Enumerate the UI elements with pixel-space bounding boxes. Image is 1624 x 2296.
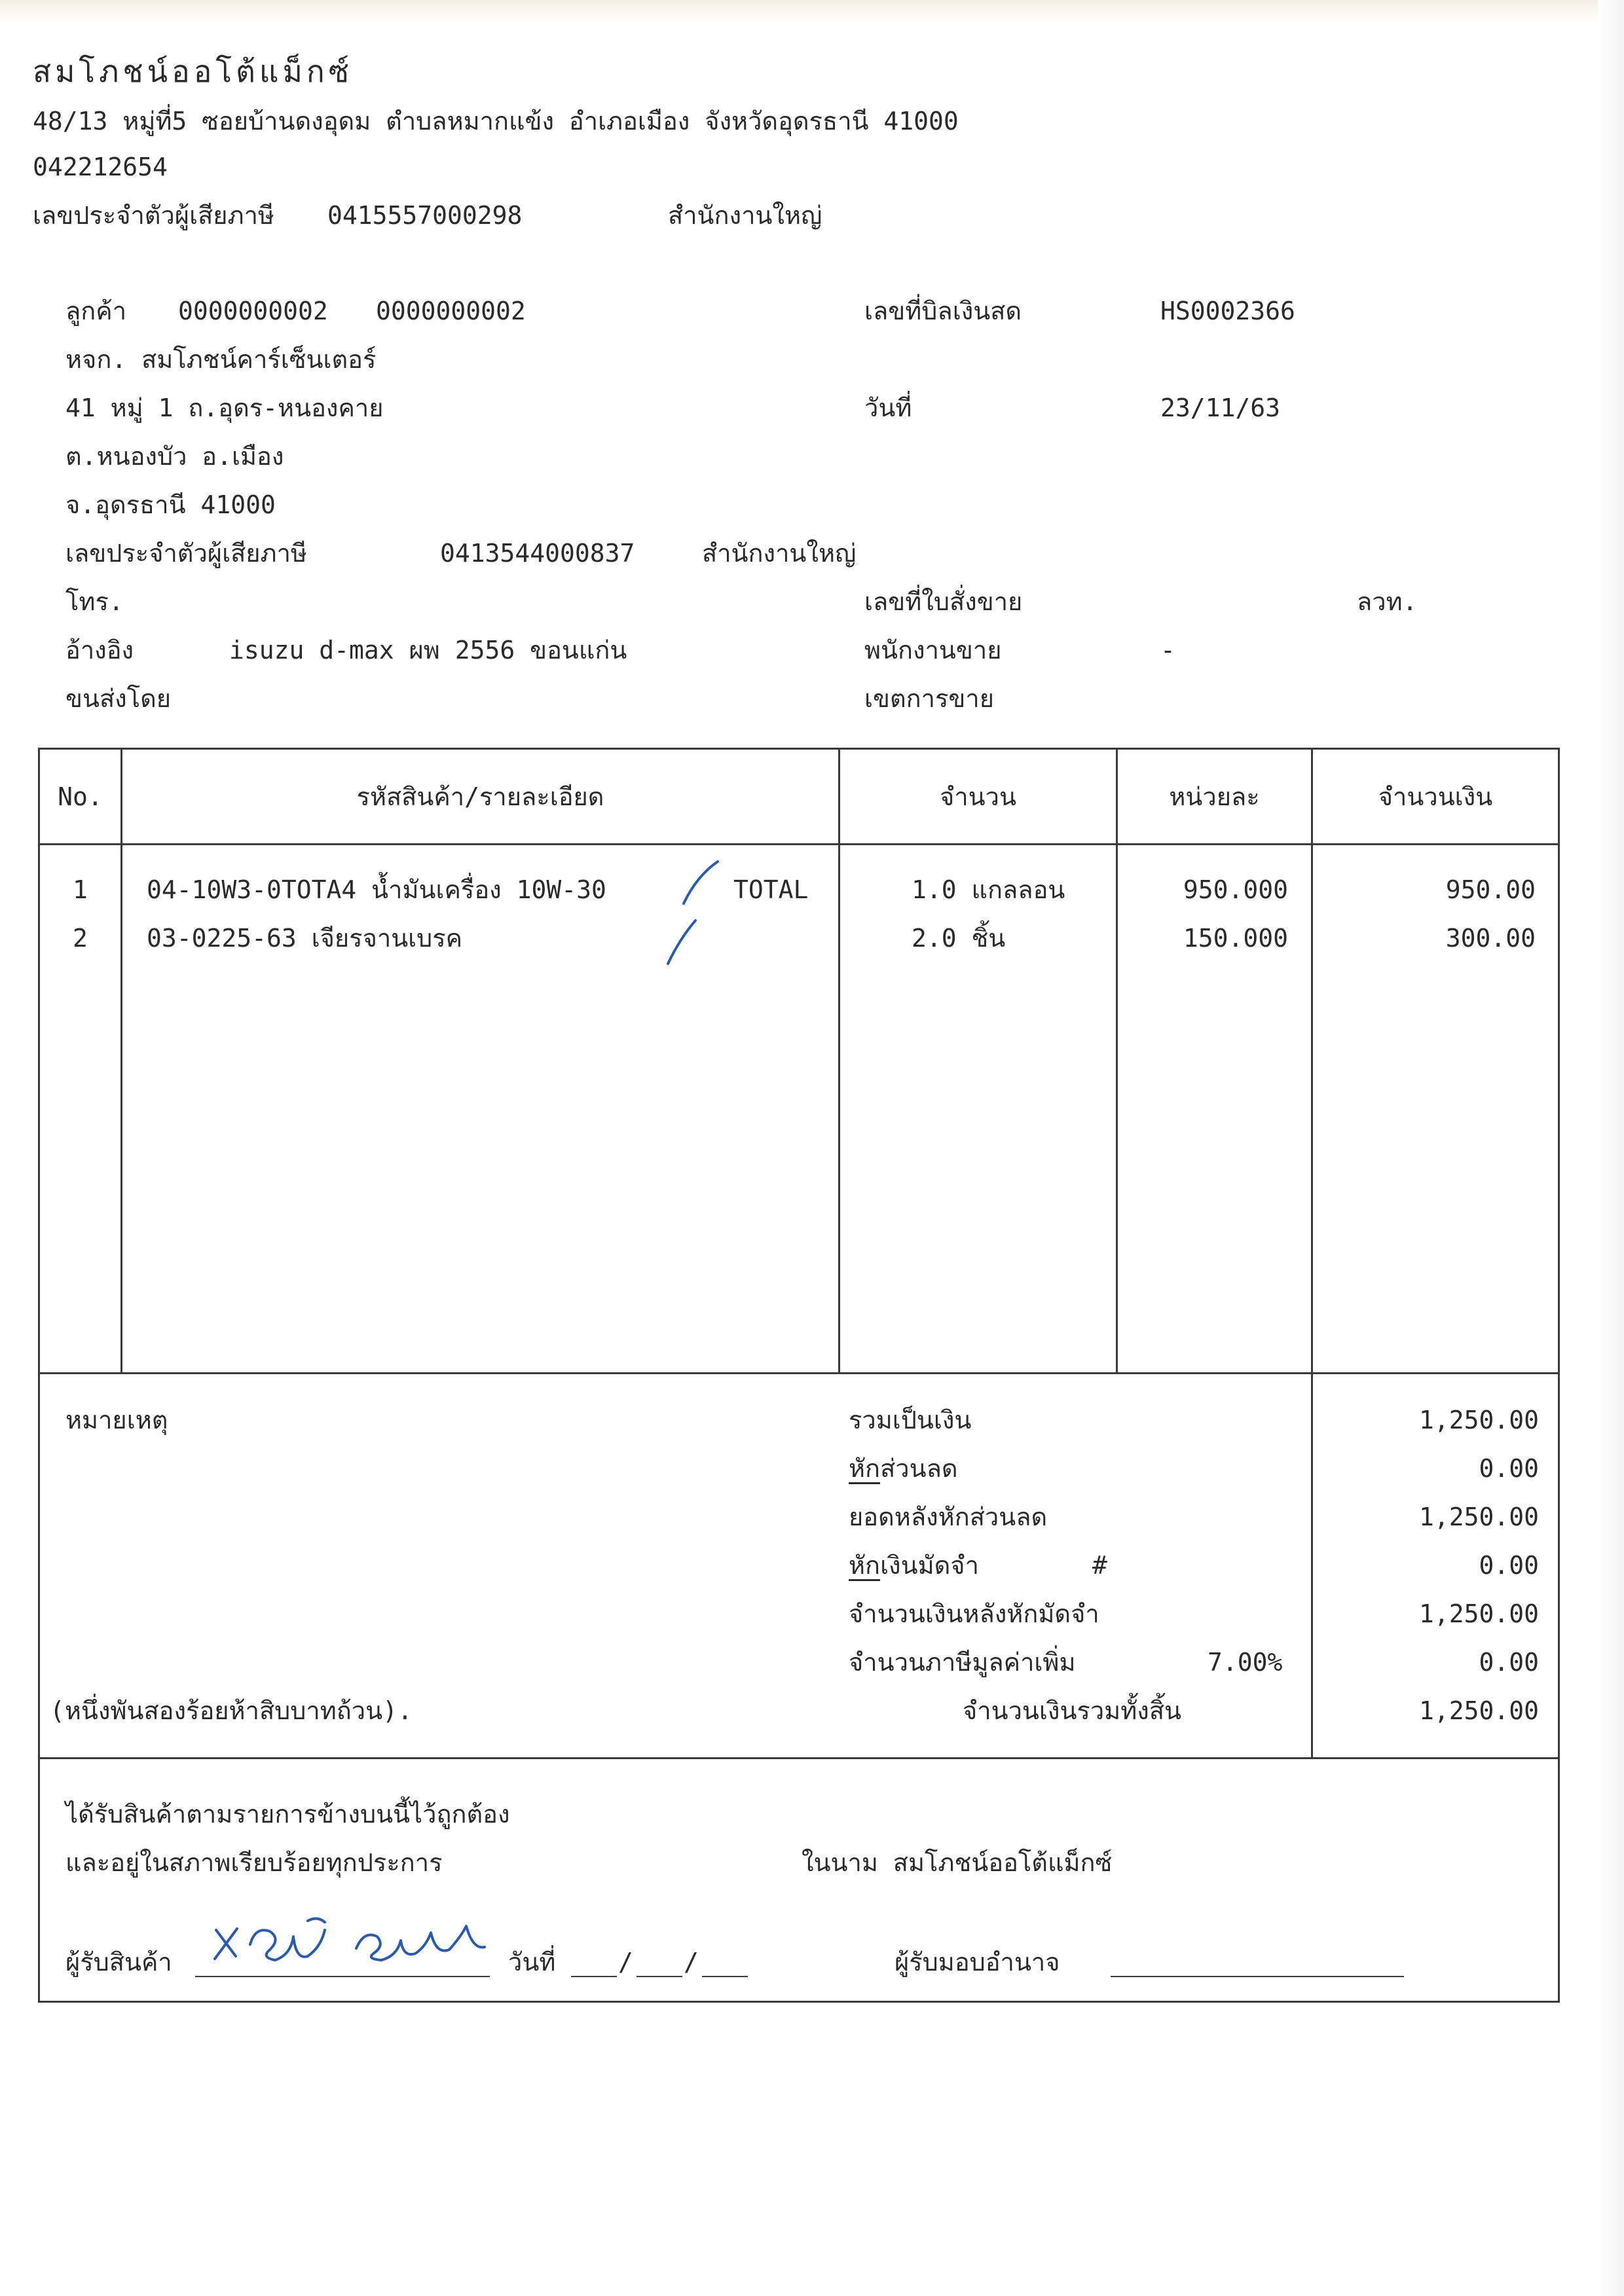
- company-branch: สำนักงานใหญ่: [668, 201, 822, 230]
- received-statement-1: ได้รับสินค้าตามรายการข้างบนนี้ไว้ถูกต้อง: [65, 1800, 510, 1829]
- deposit-value: 0.00: [1479, 1551, 1539, 1580]
- bill-date-label: วันที่: [864, 393, 912, 422]
- shipping-label: ขนส่งโดย: [65, 684, 172, 713]
- summary-divider: [38, 1757, 1560, 1759]
- customer-address-3: จ.อุดรธานี 41000: [65, 490, 276, 519]
- table-top-border: [38, 748, 1560, 750]
- col-divider-3: [1116, 748, 1118, 1374]
- date-year-blank: [702, 1976, 748, 1977]
- amount-in-words: (หนึ่งพันสองร้อยห้าสิบบาทถ้วน).: [50, 1696, 413, 1725]
- received-statement-2: และอยู่ในสภาพเรียบร้อยทุกประการ: [65, 1848, 443, 1877]
- after-deposit-label: จำนวนเงินหลังหักมัดจำ: [849, 1599, 1099, 1628]
- col-divider-1: [120, 748, 122, 1374]
- row-1-quantity: 1.0 แกลลอน: [912, 875, 1065, 904]
- customer-code-2: 0000000002: [376, 297, 526, 325]
- customer-name: หจก. สมโภชน์คาร์เซ็นเตอร์: [65, 345, 377, 374]
- customer-tel-label: โทร.: [65, 587, 124, 616]
- date-slash-2: /: [684, 1948, 699, 1977]
- customer-code: 0000000002: [178, 297, 328, 325]
- subtotal-value: 1,250.00: [1418, 1406, 1539, 1434]
- reference-value: isuzu d-max ผพ 2556 ขอนแก่น: [229, 636, 627, 665]
- after-deposit-value: 1,250.00: [1418, 1599, 1539, 1628]
- table-header-divider: [38, 843, 1560, 845]
- row-2-amount: 300.00: [1445, 924, 1536, 953]
- customer-address-1: 41 หมู่ 1 ถ.อุดร-หนองคาย: [65, 393, 384, 422]
- authorized-signature-line: [1111, 1976, 1404, 1977]
- row-1-unit-price: 950.000: [1183, 875, 1288, 904]
- header-unit-price: หน่วยละ: [1169, 782, 1260, 811]
- remark-label: หมายเหตุ: [65, 1406, 168, 1434]
- vat-label: จำนวนภาษีมูลค่าเพิ่ม: [849, 1648, 1076, 1677]
- salesperson-label: พนักงานขาย: [864, 636, 1002, 665]
- customer-label: ลูกค้า: [65, 297, 127, 325]
- bill-no-label: เลขที่บิลเงินสด: [864, 297, 1022, 325]
- scan-top-band: [0, 0, 1624, 22]
- discount-value: 0.00: [1479, 1454, 1539, 1483]
- vat-rate: 7.00%: [1208, 1648, 1283, 1677]
- table-bottom-border: [38, 2001, 1560, 2003]
- scan-edge-shade: [1598, 0, 1624, 2296]
- header-quantity: จำนวน: [940, 782, 1016, 811]
- receiver-date-label: วันที่: [508, 1948, 556, 1977]
- customer-address-2: ต.หนองบัว อ.เมือง: [65, 442, 284, 471]
- check-mark-2: [663, 915, 702, 968]
- bill-no-value: HS0002366: [1160, 297, 1295, 325]
- row-2-quantity: 2.0 ชิ้น: [912, 924, 1006, 953]
- row-1-description-extra: TOTAL: [733, 875, 809, 904]
- discount-label: หักส่วนลด: [849, 1454, 958, 1483]
- customer-branch: สำนักงานใหญ่: [702, 539, 857, 568]
- on-behalf-label: ในนาม สมโภชน์ออโต้แม็กซ์: [802, 1848, 1113, 1877]
- row-1-amount: 950.00: [1445, 875, 1536, 904]
- row-2-no: 2: [73, 924, 88, 953]
- company-name: สมโภชน์ออโต้แม็กซ์: [33, 54, 353, 89]
- date-slash-1: /: [618, 1948, 633, 1977]
- row-2-unit-price: 150.000: [1183, 924, 1288, 953]
- salesperson-value: -: [1160, 636, 1175, 665]
- date-month-blank: [637, 1976, 682, 1977]
- sales-area-label: เขตการขาย: [864, 684, 994, 713]
- row-2-description: 03-0225-63 เจียรจานเบรค: [147, 924, 463, 953]
- header-amount: จำนวนเงิน: [1378, 782, 1493, 811]
- company-address: 48/13 หมู่ที่5 ซอยบ้านดงอุดม ตำบลหมากแข้ง อำเภอเมือง จังหวัดอุดรธานี 41000: [33, 107, 959, 136]
- after-discount-value: 1,250.00: [1418, 1503, 1539, 1531]
- company-tax-label: เลขประจำตัวผู้เสียภาษี: [33, 201, 274, 230]
- grand-total-value: 1,250.00: [1418, 1696, 1539, 1725]
- customer-tax-label: เลขประจำตัวผู้เสียภาษี: [65, 539, 307, 568]
- table-right-border: [1558, 748, 1560, 2003]
- company-phone: 042212654: [33, 153, 168, 181]
- grand-total-label: จำนวนเงินรวมทั้งสิ้น: [963, 1696, 1181, 1725]
- col-divider-2: [838, 748, 840, 1374]
- receiver-label: ผู้รับสินค้า: [65, 1948, 172, 1977]
- deposit-mark: #: [1092, 1551, 1107, 1580]
- date-day-blank: [571, 1976, 617, 1977]
- header-description: รหัสสินค้า/รายละเอียด: [356, 782, 604, 811]
- table-body-divider: [38, 1372, 1560, 1374]
- sales-order-value: ลวท.: [1357, 587, 1418, 616]
- bill-date-value: 23/11/63: [1160, 393, 1281, 422]
- customer-tax-id: 0413544000837: [440, 539, 635, 568]
- receiver-signature: [210, 1910, 498, 1982]
- subtotal-label: รวมเป็นเงิน: [849, 1406, 972, 1434]
- after-discount-label: ยอดหลังหักส่วนลด: [849, 1503, 1048, 1531]
- authorized-label: ผู้รับมอบอำนาจ: [895, 1948, 1060, 1977]
- row-1-no: 1: [73, 875, 88, 904]
- sales-order-label: เลขที่ใบสั่งขาย: [864, 587, 1023, 616]
- deposit-label: หักเงินมัดจำ: [849, 1551, 979, 1580]
- vat-value: 0.00: [1479, 1648, 1539, 1677]
- reference-label: อ้างอิง: [65, 636, 134, 665]
- company-tax-id: 0415557000298: [327, 201, 523, 230]
- row-1-description: 04-10W3-0TOTA4 น้ำมันเครื่อง 10W-30: [147, 875, 606, 904]
- check-mark-1: [678, 856, 724, 909]
- header-no: No.: [58, 782, 103, 811]
